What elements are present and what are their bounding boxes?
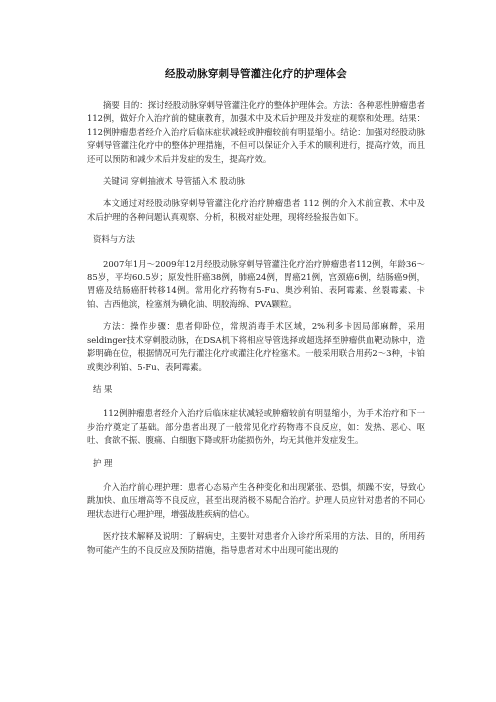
nursing-paragraph-2: 医疗技术解释及说明：了解病史，主要针对患者介入诊疗所采用的方法、目的，所用药物可能产生的不良反应及预防措施，指导患者对术中出现可能出现的 <box>87 531 425 555</box>
results-paragraph: 112例肿瘤患者经介入治疗后临床症状减轻或肿瘤较前有明显缩小，为手术治疗和下一步治疗奠定了基础。部分患者出现了一般常见化疗药物毒不良反应，如：发热、恶心、呕吐、食欲不振、腹痛、白细胞下降或肝功能损伤外，均无其他并发症发生。 <box>87 408 425 446</box>
document-title: 经股动脉穿刺导管灌注化疗的护理体会 <box>165 68 347 80</box>
section-heading-results: 结 果 <box>93 383 113 394</box>
abstract-paragraph: 摘要 目的：探讨经股动脉穿刺导管灌注化疗的整体护理体会。方法：各种恶性肿瘤患者112例，做好介入治疗前的健康教育，加强术中及术后护理及并发症的观察和处理。结果：112例肿瘤患者经介入治疗后临床症状减轻或肿瘤较前有明显缩小。结论：加强对经股动脉穿刺导管灌注化疗中的整体护理措施，不但可以保证介入手术的顺利进行，提高疗效，而且还可以预防和减少术后并发症的发生，提高疗效。 <box>87 100 425 164</box>
section-heading-methods: 资料与方法 <box>93 234 135 245</box>
methods-paragraph-2: 方法：操作步骤：患者仰卧位，常规消毒手术区域，2%利多卡因局部麻醉，采用seldinger技术穿刺股动脉，在DSA机下将相应导管选择或超选择至肿瘤供血靶动脉中，造影明确在位，根据情况可先行灌注化疗或灌注化疗栓塞术。一般采用联合用药2～3种，卡铂或奥沙利铂、5-Fu、表阿霉素。 <box>87 321 425 372</box>
section-heading-nursing: 护 理 <box>93 457 113 468</box>
nursing-paragraph-1: 介入治疗前心理护理：患者心态易产生各种变化和出现紧张、恐惧，烦躁不安，导致心跳加快、血压增高等不良反应，甚至出现消极不易配合治疗。护理人员应针对患者的不同心理状态进行心理护理，增强战胜疾病的信心。 <box>87 481 425 519</box>
intro-paragraph: 本文通过对经股动脉穿刺导管灌注化疗治疗肿瘤患者 112 例的介入术前宣教、术中及术后护理的各种问题认真观察、分析，积极对症处理，现将经验报告如下。 <box>87 198 425 222</box>
keywords-line: 关键词 穿刺抽液术 导管插入术 股动脉 <box>103 176 245 187</box>
methods-paragraph-1: 2007年1月～2009年12月经股动脉穿刺导管灌注化疗治疗肿瘤患者112例，年龄36～85岁，平均60.5岁；原发性肝癌38例，肺癌24例，胃癌21例，宫颈癌6例，结肠癌9例，胃癌及结肠癌肝转移14例。常用化疗药物有5-Fu、奥沙利铂、表阿霉素、丝裂霉素、卡铂、吉西他滨，栓塞剂为碘化油、明胶海绵、PVA颗粒。 <box>87 258 425 309</box>
